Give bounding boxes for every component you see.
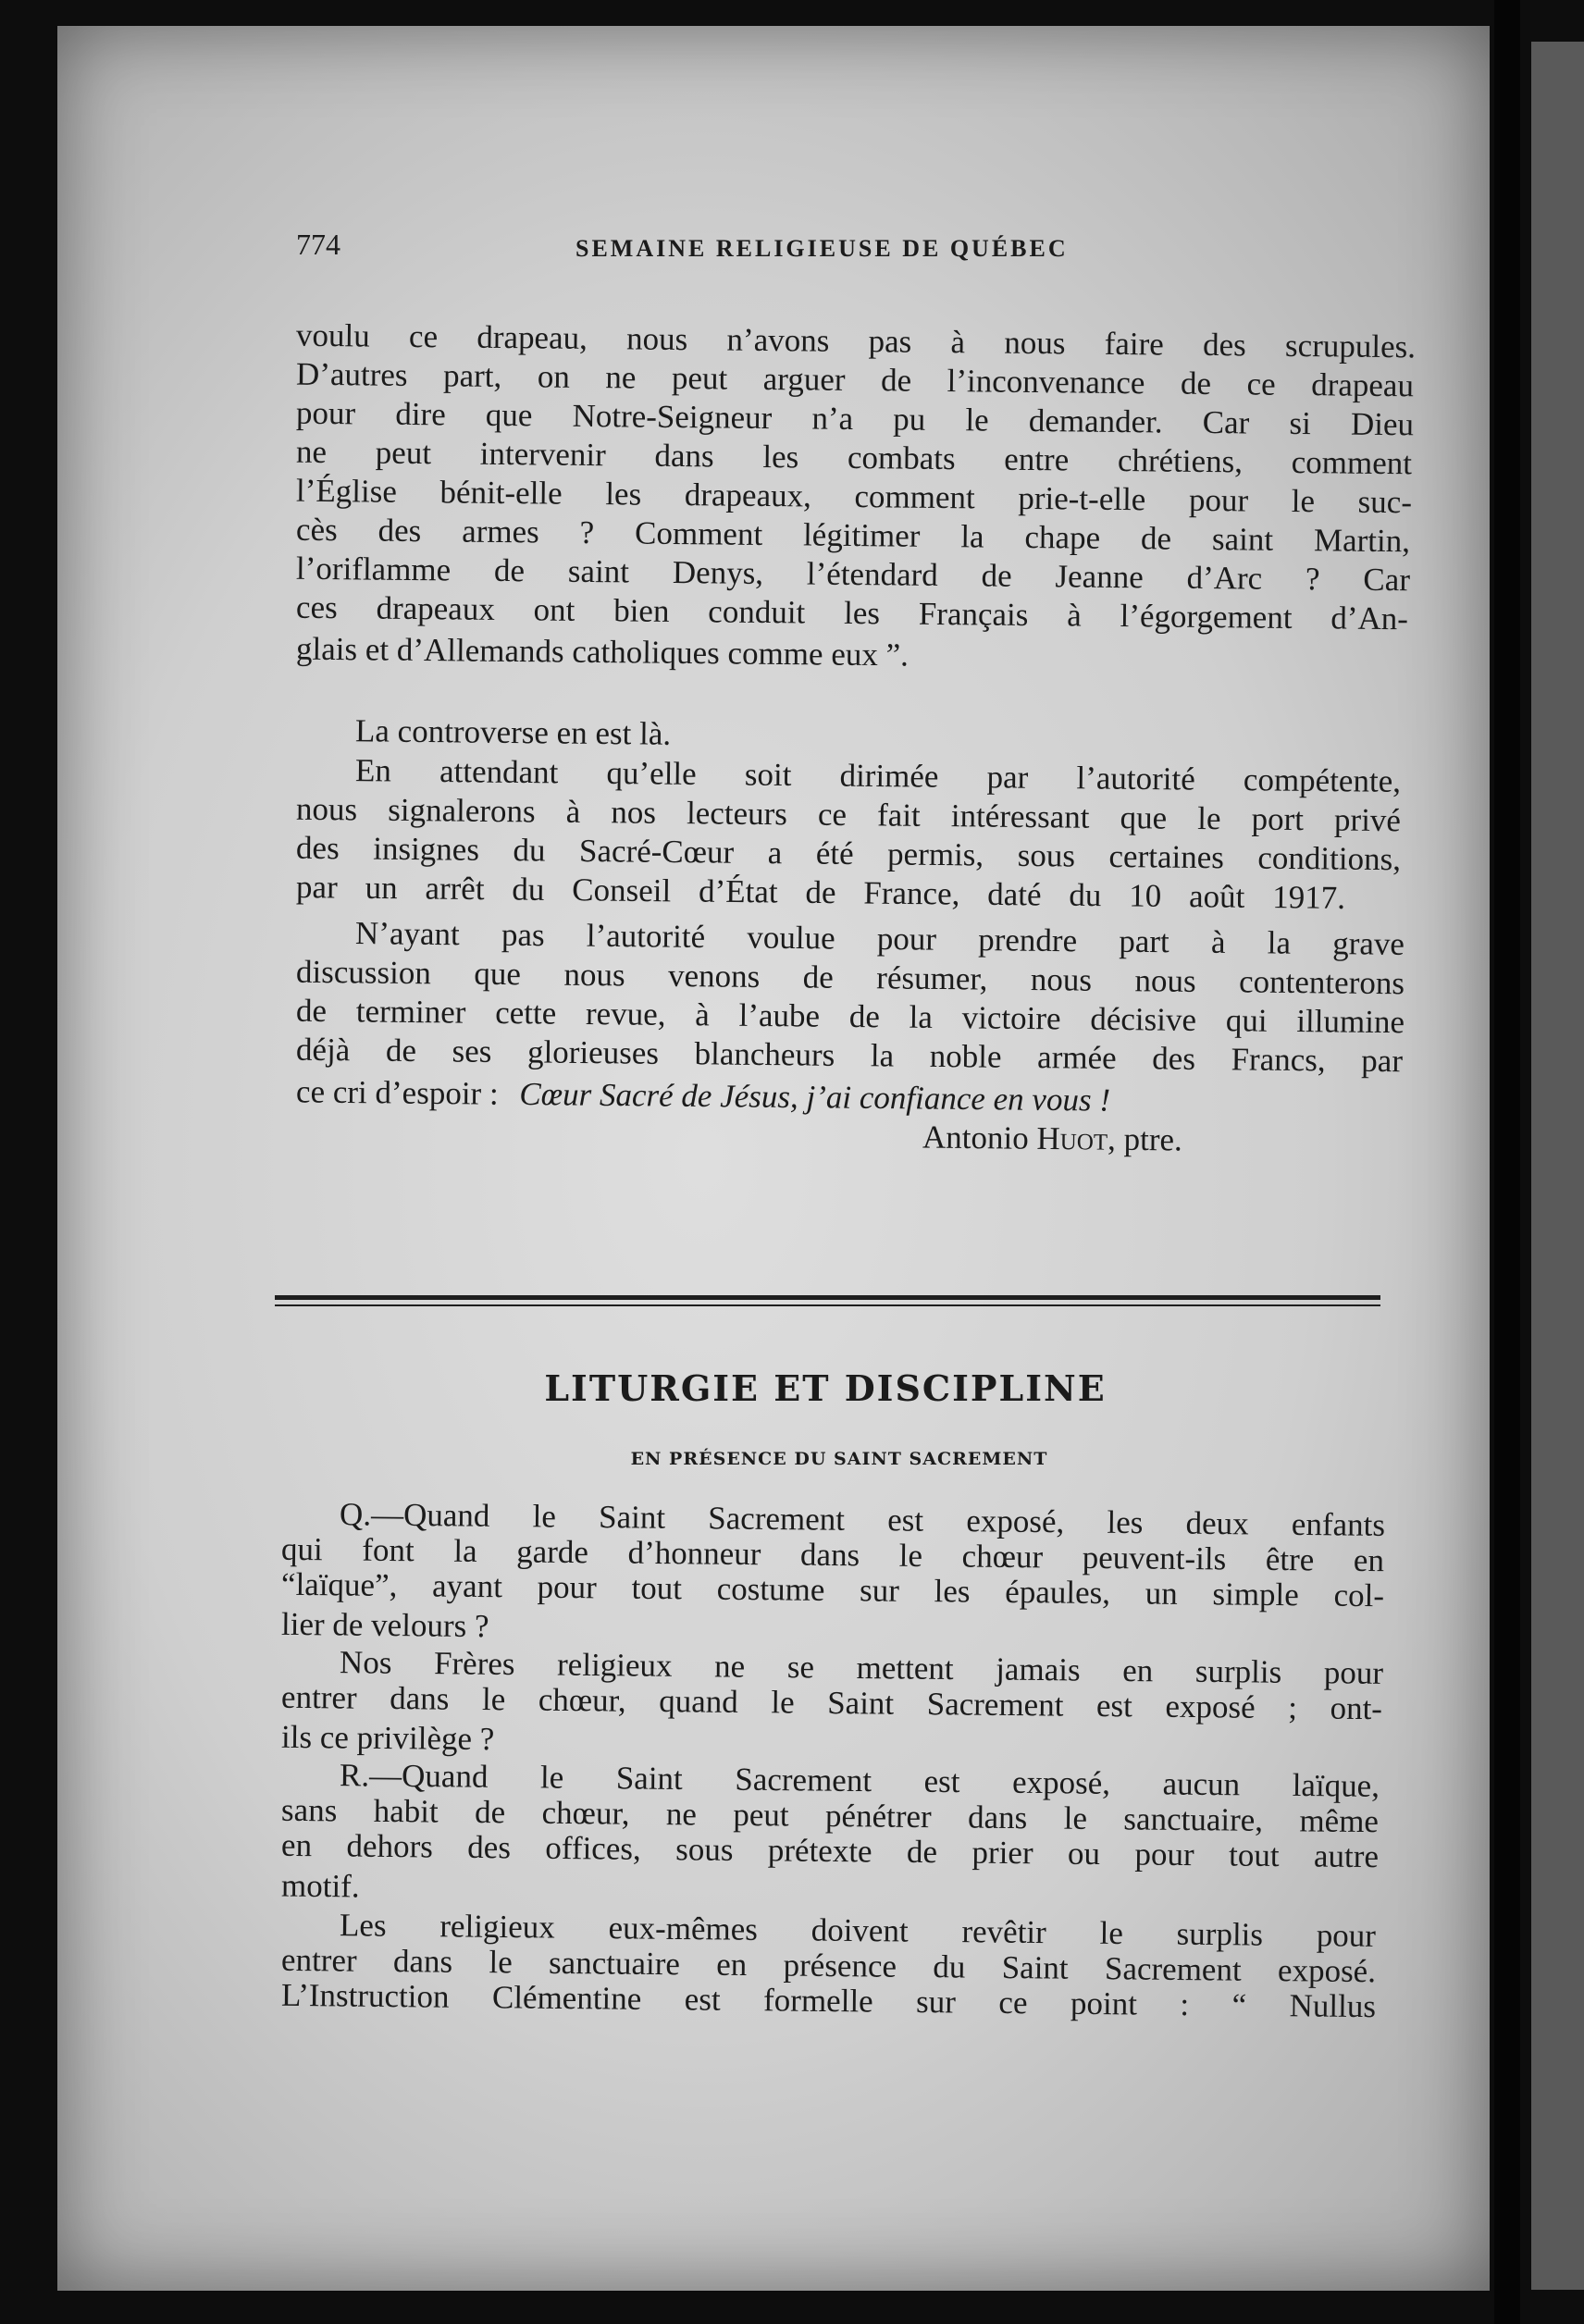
page-number: 774: [296, 228, 340, 261]
answer-line: entrer dans le sanctuaire en présence du Saint Sacrement exposé.: [280, 1941, 1377, 1990]
text-line: déjà de ses glorieuses blancheurs la noble armée des Francs, par: [295, 1031, 1404, 1080]
closing-prefix: ce cri d’espoir :: [295, 1073, 499, 1112]
adjacent-page-edge: [1531, 42, 1584, 2290]
text-line: La controverse en est là.: [354, 712, 672, 752]
text-line: N’ayant pas l’autorité voulue pour prendre part à la grave: [354, 915, 1405, 962]
closing-line: [296, 1074, 1110, 1118]
question-line: ils ce privilège ?: [280, 1718, 495, 1758]
answer-line: motif.: [280, 1867, 360, 1905]
answer-line: sans habit de chœur, ne peut pénétrer dans le sanctuaire, même: [280, 1791, 1380, 1840]
section-divider-thick: [275, 1295, 1380, 1300]
text-line: En attendant qu’elle soit dirimée par l’autorité compétente,: [354, 752, 1402, 799]
answer-line: L’Instruction Clémentine est formelle sur ce point : “ Nullus: [280, 1976, 1377, 2025]
question-line: Q.—Quand le Saint Sacrement est exposé, les deux enfants: [339, 1496, 1386, 1543]
answer-line: Les religieux eux-mêmes doivent revêtir le surplis pour: [339, 1907, 1377, 1954]
question-line: lier de velours ?: [280, 1605, 489, 1645]
text-line: discussion que nous venons de résumer, nous nous contenterons: [295, 953, 1405, 1002]
answer-line: en dehors des offices, sous prétexte de prier ou pour tout autre: [280, 1826, 1380, 1875]
question-line: qui font la garde d’honneur dans le chœur peuvent-ils être en: [280, 1530, 1385, 1579]
text-line: l’Église bénit-elle les drapeaux, comment prie-t-elle pour le suc-: [295, 472, 1413, 521]
closing-invocation: Cœur Sacré de Jésus, j’ai confiance en vous !: [519, 1075, 1111, 1119]
text-line: cès des armes ? Comment légitimer la chape de saint Martin,: [295, 511, 1411, 560]
signature: [922, 1120, 1182, 1158]
text-line: D’autres part, on ne peut arguer de l’inconvenance de ce drapeau: [295, 355, 1415, 404]
text-line: ces drapeaux ont bien conduit les Français à l’égorgement d’An-: [295, 588, 1409, 637]
text-line: des insignes du Sacré-Cœur a été permis, sous certaines conditions,: [295, 829, 1402, 878]
text-line: par un arrêt du Conseil d’État de France, daté du 10 août 1917.: [295, 869, 1346, 916]
text-line: voulu ce drapeau, nous n’avons pas à nous faire des scrupules.: [295, 316, 1417, 365]
text-line: l’oriflamme de saint Denys, l’étendard de Jeanne d’Arc ? Car: [295, 550, 1411, 599]
text-line: de terminer cette revue, à l’aube de la victoire décisive qui illumine: [295, 992, 1405, 1041]
question-line: Nos Frères religieux ne se mettent jamais en surplis pour: [339, 1644, 1384, 1691]
section-divider-thin: [275, 1304, 1380, 1306]
section-title: LITURGIE ET DISCIPLINE: [544, 1367, 1107, 1409]
scanned-page: [57, 26, 1490, 2291]
film-border-right: [1494, 0, 1520, 2324]
signature-suffix: , ptre.: [1107, 1120, 1183, 1158]
question-line: entrer dans le chœur, quand le Saint Sacrement est exposé ; ont-: [280, 1678, 1383, 1727]
section-subtitle: EN PRÉSENCE DU SAINT SACREMENT: [630, 1449, 1048, 1469]
text-line: glais et d’Allemands catholiques comme eux ”.: [295, 630, 910, 674]
question-line: “laïque”, ayant pour tout costume sur les épaules, un simple col-: [280, 1565, 1385, 1614]
text-line: ne peut intervenir dans les combats entre chrétiens, comment: [295, 433, 1413, 482]
running-head: SEMAINE RELIGIEUSE DE QUÉBEC: [575, 235, 1069, 262]
text-line: pour dire que Notre-Seigneur n’a pu le demander. Car si Dieu: [295, 394, 1415, 443]
answer-line: R.—Quand le Saint Sacrement est exposé, aucun laïque,: [339, 1757, 1380, 1804]
signature-last-name: Huot: [1036, 1119, 1108, 1157]
signature-first-name: Antonio: [922, 1119, 1029, 1156]
text-line: nous signalerons à nos lecteurs ce fait intéressant que le port privé: [295, 790, 1402, 839]
